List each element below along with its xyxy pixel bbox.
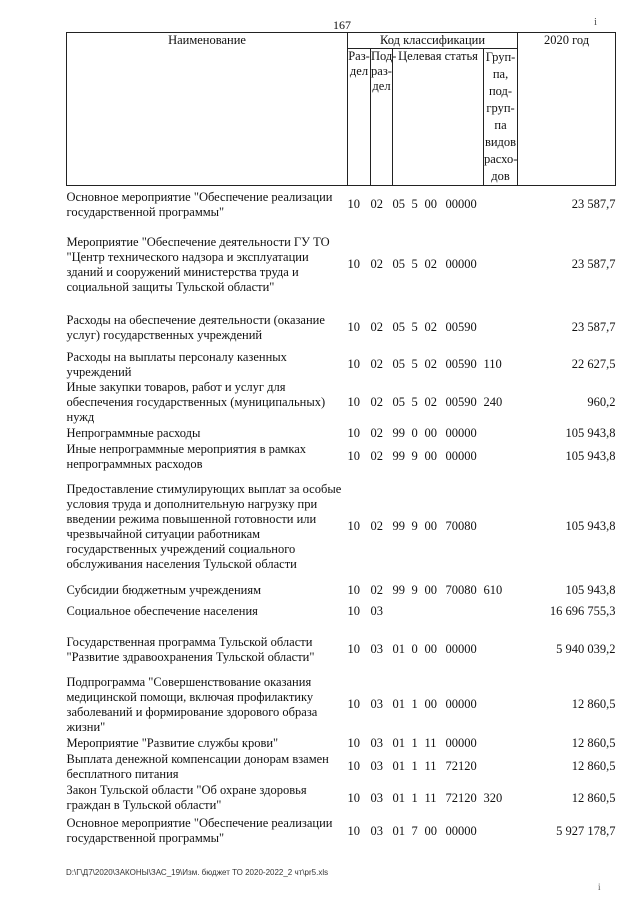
- row-vid-rashodov: [484, 599, 518, 625]
- row-cs-subprogram: 5: [411, 197, 418, 212]
- row-cs-subprogram: 9: [411, 519, 418, 533]
- row-razdel: 10: [347, 790, 360, 805]
- table-row: [67, 815, 616, 848]
- table-row: [67, 380, 616, 425]
- row-podrazdel: 03: [370, 697, 383, 711]
- row-cs-program: 01: [392, 823, 405, 838]
- row-cs-subprogram: 1: [411, 735, 418, 750]
- row-razdel: 10: [347, 519, 360, 533]
- row-name: Непрограммные расходы: [66, 425, 201, 440]
- row-cs-event: 02: [424, 394, 437, 409]
- row-cs-program: 01: [392, 735, 405, 750]
- row-podrazdel: 03: [370, 759, 383, 773]
- row-podrazdel: 03: [370, 604, 383, 618]
- row-name: Мероприятие "Развитие службы крови": [66, 735, 279, 750]
- table-row: [67, 625, 616, 675]
- row-cs-program: 01: [392, 642, 405, 656]
- row-cs-subprogram: 1: [411, 759, 418, 773]
- row-cs-direction: 00000: [445, 257, 477, 271]
- row-cs-direction: 00590: [445, 320, 477, 334]
- row-cs-subprogram: 7: [411, 823, 418, 838]
- row-cs-subprogram: 5: [411, 257, 418, 271]
- table-row: [67, 224, 616, 306]
- row-cs-direction: 00000: [445, 735, 477, 750]
- row-amount: 12 860,5: [571, 759, 616, 773]
- table-row: [67, 599, 616, 625]
- row-name: Мероприятие "Обеспечение деятельности ГУ ТО "Центр технического надзора и эксплуатации зданий и сооружений министерства труда и социальной защиты Тульской области": [66, 234, 330, 294]
- table-row: [67, 186, 616, 224]
- row-name: Основное мероприятие "Обеспечение реализации государственной программы": [66, 189, 333, 219]
- header-group: Груп-па, под-груп-па видов расхо-дов: [484, 49, 518, 186]
- row-vid-rashodov: [484, 425, 518, 442]
- row-cs-program: 05: [392, 394, 405, 409]
- row-cs-direction: 00590: [445, 357, 477, 371]
- row-amount: 12 860,5: [571, 790, 616, 805]
- row-cs-direction: 00590: [445, 394, 477, 409]
- row-name: Расходы на обеспечение деятельности (оказание услуг) государственных учреждений: [66, 312, 325, 342]
- row-amount: 22 627,5: [571, 357, 616, 371]
- row-cs-subprogram: 1: [411, 790, 418, 805]
- row-name: Закон Тульской области "Об охране здоровья граждан в Тульской области": [66, 783, 307, 812]
- row-cs-direction: 00000: [445, 823, 477, 838]
- row-cs-event: 11: [424, 759, 437, 773]
- row-cs-program: 05: [392, 357, 405, 371]
- row-cs-event: 00: [424, 449, 437, 463]
- row-razdel: 10: [347, 642, 360, 656]
- budget-table: [66, 32, 616, 848]
- header-year: 2020 год: [518, 33, 616, 186]
- row-razdel: 10: [347, 697, 360, 711]
- row-vid-rashodov: [484, 675, 518, 735]
- row-cs-event: 00: [424, 197, 437, 212]
- row-cs-event: 02: [424, 257, 437, 271]
- bottom-mark: i: [598, 882, 601, 892]
- row-cs-direction: 72120: [445, 790, 477, 805]
- row-razdel: 10: [347, 394, 360, 409]
- row-podrazdel: 02: [370, 257, 383, 271]
- row-cs-direction: 00000: [445, 449, 477, 463]
- row-amount: 23 587,7: [571, 320, 616, 334]
- row-podrazdel: 03: [370, 642, 383, 656]
- row-vid-rashodov: 610: [483, 582, 503, 597]
- row-vid-rashodov: [484, 752, 518, 782]
- row-vid-rashodov: 240: [483, 394, 503, 409]
- row-cs-subprogram: [412, 599, 425, 625]
- footer-file-path: D:\Г\Д7\2020\ЗАКОНЫ\ЗАС_19\Изм. бюджет ТО 2020-2022_2 чт\pr5.xls: [66, 868, 329, 877]
- header-classification: Код классификации: [348, 33, 518, 49]
- row-cs-event: 00: [424, 697, 437, 711]
- row-razdel: 10: [347, 582, 360, 597]
- row-cs-direction: 00000: [445, 425, 477, 440]
- header-name: Наименование: [67, 33, 348, 186]
- row-podrazdel: 02: [370, 519, 383, 533]
- row-vid-rashodov: [484, 472, 518, 582]
- table-row: [67, 582, 616, 599]
- row-razdel: 10: [347, 357, 360, 371]
- row-cs-event: 00: [424, 582, 437, 597]
- row-cs-subprogram: 0: [411, 642, 418, 656]
- row-cs-event: 00: [424, 823, 437, 838]
- table-row: [67, 472, 616, 582]
- row-cs-direction: [446, 599, 484, 625]
- row-vid-rashodov: [484, 442, 518, 472]
- row-razdel: 10: [347, 425, 360, 440]
- row-name: Предоставление стимулирующих выплат за особые условия труда и дополнительную нагрузку при введении режима повышенной готовности или чрезвычайной ситуации работникам государственных учреждений социального обслуживания населения Тульской области: [66, 481, 342, 571]
- row-amount: 23 587,7: [571, 257, 616, 271]
- row-cs-subprogram: 5: [411, 357, 418, 371]
- row-name: Подпрограмма "Совершенствование оказания медицинской помощи, включая профилактику заболеваний и формирование здорового образа жизни": [66, 674, 318, 734]
- row-razdel: 10: [347, 257, 360, 271]
- row-cs-program: 99: [392, 425, 405, 440]
- row-cs-subprogram: 9: [411, 582, 418, 597]
- table-row: [67, 675, 616, 735]
- row-cs-event: 11: [424, 790, 437, 805]
- row-podrazdel: 02: [370, 394, 383, 409]
- table-row: [67, 735, 616, 752]
- row-cs-subprogram: 5: [411, 320, 418, 334]
- row-podrazdel: 03: [370, 823, 383, 838]
- row-cs-program: 99: [392, 449, 405, 463]
- corner-mark: i: [594, 16, 598, 28]
- table-row: [67, 350, 616, 380]
- row-amount: 5 940 039,2: [556, 642, 616, 656]
- row-cs-direction: 70080: [445, 582, 477, 597]
- header-razdel: Раз-дел: [348, 49, 371, 186]
- row-vid-rashodov: [484, 186, 518, 224]
- row-vid-rashodov: 320: [483, 790, 503, 805]
- row-cs-program: 01: [392, 697, 405, 711]
- row-cs-program: 01: [392, 759, 405, 773]
- table-row: [67, 442, 616, 472]
- row-razdel: 10: [347, 604, 360, 618]
- table-row: [67, 306, 616, 350]
- row-cs-event: 11: [424, 735, 437, 750]
- row-amount: 5 927 178,7: [556, 823, 616, 838]
- row-cs-subprogram: 5: [411, 394, 418, 409]
- row-razdel: 10: [347, 197, 360, 212]
- row-name: Основное мероприятие "Обеспечение реализации государственной программы": [66, 816, 333, 845]
- row-name: Социальное обеспечение населения: [66, 604, 258, 618]
- row-cs-program: [393, 599, 412, 625]
- row-name: Государственная программа Тульской области "Развитие здравоохранения Тульской области": [66, 634, 315, 664]
- row-name: Выплата денежной компенсации донорам взамен бесплатного питания: [66, 751, 329, 781]
- row-cs-program: 99: [392, 519, 405, 533]
- row-name: Расходы на выплаты персоналу казенных учреждений: [66, 349, 287, 379]
- row-cs-event: 00: [424, 642, 437, 656]
- row-podrazdel: 03: [370, 790, 383, 805]
- row-razdel: 10: [347, 759, 360, 773]
- row-vid-rashodov: [484, 224, 518, 306]
- row-name: Иные закупки товаров, работ и услуг для обеспечения государственных (муниципальных) нужд: [66, 379, 326, 424]
- row-cs-direction: 00000: [445, 197, 477, 212]
- row-vid-rashodov: [484, 306, 518, 350]
- row-podrazdel: 02: [370, 320, 383, 334]
- row-amount: 12 860,5: [571, 697, 616, 711]
- table-row: [67, 425, 616, 442]
- row-cs-program: 05: [392, 257, 405, 271]
- row-amount: 105 943,8: [565, 582, 616, 597]
- row-cs-subprogram: 1: [411, 697, 418, 711]
- row-vid-rashodov: [484, 735, 518, 752]
- row-vid-rashodov: 110: [483, 357, 502, 371]
- row-cs-direction: 00000: [445, 697, 477, 711]
- row-cs-event: 00: [424, 519, 437, 533]
- row-cs-direction: 72120: [445, 759, 477, 773]
- row-cs-program: 01: [392, 790, 405, 805]
- row-name: Субсидии бюджетным учреждениям: [66, 582, 262, 597]
- row-cs-program: 05: [392, 320, 405, 334]
- row-vid-rashodov: [484, 815, 518, 848]
- table-body: [67, 186, 616, 848]
- row-cs-subprogram: 0: [411, 425, 418, 440]
- row-name: Иные непрограммные мероприятия в рамках непрограммных расходов: [66, 441, 307, 471]
- row-vid-rashodov: [484, 625, 518, 675]
- row-cs-event: [425, 599, 446, 625]
- row-podrazdel: 02: [370, 449, 383, 463]
- row-amount: 105 943,8: [565, 425, 616, 440]
- row-cs-program: 05: [392, 197, 405, 212]
- row-razdel: 10: [347, 449, 360, 463]
- table-header: [67, 33, 616, 186]
- header-podrazdel: Под-раз-дел: [371, 49, 393, 186]
- row-podrazdel: 02: [370, 197, 383, 212]
- table-row: [67, 782, 616, 815]
- row-podrazdel: 03: [370, 735, 383, 750]
- row-razdel: 10: [347, 320, 360, 334]
- row-cs-subprogram: 9: [411, 449, 418, 463]
- row-cs-direction: 00000: [445, 642, 477, 656]
- row-amount: 960,2: [587, 394, 616, 409]
- header-celevaya-statya: Целевая статья: [393, 49, 484, 186]
- row-podrazdel: 02: [370, 582, 383, 597]
- row-amount: 16 696 755,3: [549, 604, 616, 618]
- table-row: [67, 752, 616, 782]
- row-cs-event: 02: [424, 357, 437, 371]
- row-cs-program: 99: [392, 582, 405, 597]
- row-amount: 23 587,7: [571, 197, 616, 212]
- row-amount: 12 860,5: [571, 735, 616, 750]
- row-razdel: 10: [347, 823, 360, 838]
- row-amount: 105 943,8: [565, 519, 616, 533]
- row-podrazdel: 02: [370, 357, 383, 371]
- row-cs-event: 02: [424, 320, 437, 334]
- row-amount: 105 943,8: [565, 449, 616, 463]
- row-cs-event: 00: [424, 425, 437, 440]
- row-razdel: 10: [347, 735, 360, 750]
- row-cs-direction: 70080: [445, 519, 477, 533]
- page-number: 167: [333, 18, 351, 32]
- row-podrazdel: 02: [370, 425, 383, 440]
